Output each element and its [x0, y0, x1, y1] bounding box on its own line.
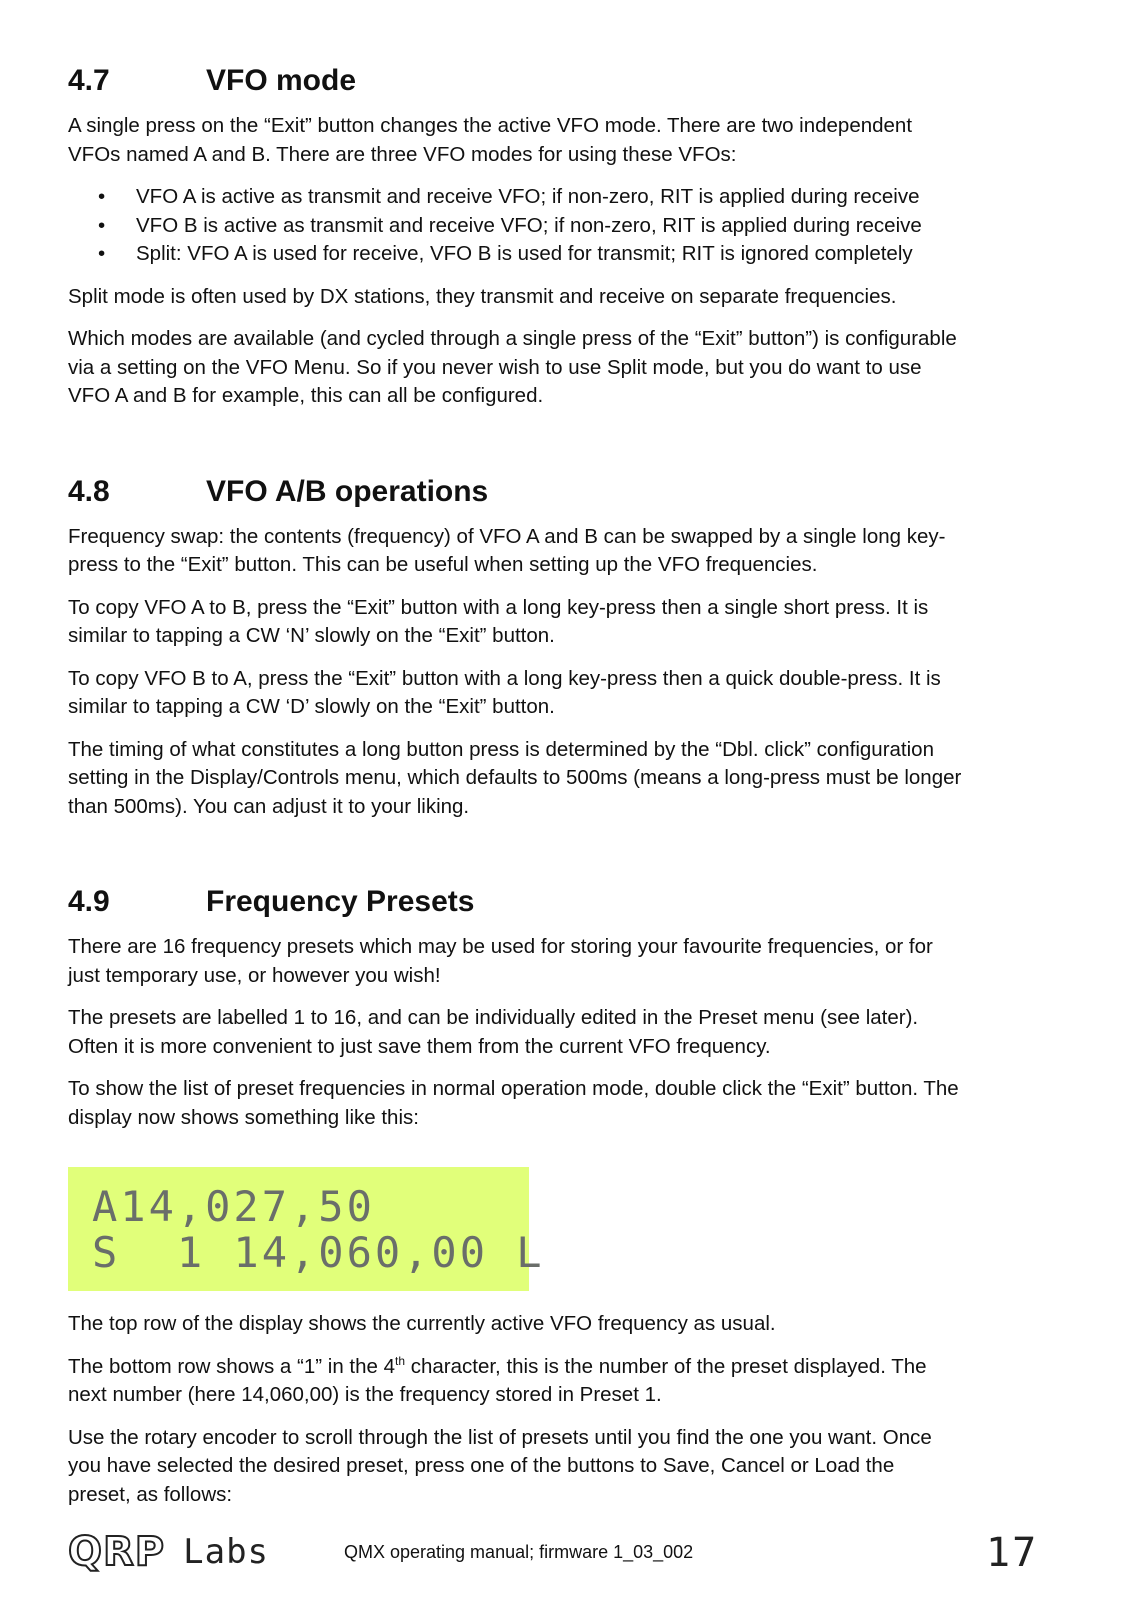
list-item: • Split: VFO A is used for receive, VFO B is used for transmit; RIT is ignored completely — [68, 240, 1068, 269]
text-line: setting in the Display/Controls menu, which defaults to 500ms (means a long-press must be longer — [68, 766, 962, 789]
paragraph — [68, 1075, 1068, 1132]
page-footer — [0, 1528, 1131, 1588]
text-line: you have selected the desired preset, press one of the buttons to Save, Cancel or Load the — [68, 1454, 895, 1477]
section-heading-4-7 — [68, 62, 1068, 100]
paragraph — [68, 1353, 1068, 1410]
content-after-lcd — [68, 1310, 1068, 1509]
paragraph: Split mode is often used by DX stations, they transmit and receive on separate frequencies. — [68, 284, 897, 308]
lcd-row-1: A14,027,50 — [92, 1182, 375, 1231]
text-line: There are 16 frequency presets which may be used for storing your favourite frequencies, or for — [68, 935, 933, 958]
text-line: Often it is more convenient to just save them from the current VFO frequency. — [68, 1034, 771, 1058]
lcd-display — [68, 1167, 545, 1291]
text-line: VFO A and B for example, this can all be configured. — [68, 384, 544, 407]
section-number: 4.7 — [68, 64, 110, 97]
text-line: display now shows something like this: — [68, 1105, 419, 1129]
text-line: similar to tapping a CW ‘N’ slowly on the “Exit” button. — [68, 624, 555, 647]
text-line: Use the rotary encoder to scroll through the list of presets until you find the one you want. Once — [68, 1425, 932, 1449]
paragraph — [68, 523, 1068, 580]
text-line: press to the “Exit” button. This can be useful when setting up the VFO frequencies. — [68, 553, 818, 576]
text-line: The presets are labelled 1 to 16, and can be individually edited in the Preset menu (see later). — [68, 1006, 919, 1029]
text-line: Frequency swap: the contents (frequency) of VFO A and B can be swapped by a single long key- — [68, 524, 946, 548]
section-title: VFO mode — [206, 64, 357, 97]
paragraph — [68, 933, 1068, 990]
footer-document-title: QMX operating manual; firmware 1_03_002 — [344, 1542, 694, 1562]
paragraph — [68, 594, 1068, 651]
section-title: Frequency Presets — [206, 885, 475, 918]
superscript: th — [395, 1353, 406, 1368]
text-line: just temporary use, or however you wish! — [68, 963, 441, 987]
text-line: next number (here 14,060,00) is the frequency stored in Preset 1. — [68, 1383, 662, 1406]
paragraph — [68, 736, 1068, 822]
paragraph: The top row of the display shows the currently active VFO frequency as usual. — [68, 1312, 776, 1335]
paragraph — [68, 112, 1068, 169]
bullet-list — [68, 183, 1068, 269]
text-line: similar to tapping a CW ‘D’ slowly on the “Exit” button. — [68, 695, 555, 718]
logo-qrp-text: QRP — [68, 1529, 166, 1575]
text-line: via a setting on the VFO Menu. So if you never wish to use Split mode, but you do want to use — [68, 355, 922, 379]
paragraph — [68, 1004, 1068, 1061]
text-line: To copy VFO A to B, press the “Exit” button with a long key-press then a single short press. It is — [68, 595, 929, 619]
section-heading-4-8 — [68, 473, 1068, 511]
section-heading-4-9 — [68, 883, 1068, 921]
page-number: 17 — [986, 1530, 1039, 1576]
section-number: 4.8 — [68, 474, 110, 508]
text-fragment: The bottom row shows a “1” in the 4 — [68, 1354, 396, 1378]
paragraph — [68, 665, 1068, 722]
paragraph — [68, 1424, 1068, 1510]
section-title: VFO A/B operations — [206, 474, 489, 508]
list-item: • VFO A is active as transmit and receive VFO; if non-zero, RIT is applied during receive — [68, 183, 1068, 212]
logo-labs-text: Labs — [183, 1532, 270, 1572]
paragraph — [68, 325, 1068, 411]
text-line: To show the list of preset frequencies in normal operation mode, double click the “Exit” button. The — [68, 1077, 959, 1100]
lcd-row-2: S 1 14,060,00 L — [92, 1228, 545, 1277]
text-line: VFOs named A and B. There are three VFO modes for using these VFOs: — [68, 142, 737, 166]
section-number: 4.9 — [68, 885, 110, 918]
text-line: Which modes are available (and cycled through a single press of the “Exit” button”) is configurable — [68, 327, 957, 350]
text-line: than 500ms). You can adjust it to your liking. — [68, 794, 470, 818]
page-content — [68, 62, 1068, 1132]
list-item: • VFO B is active as transmit and receive VFO; if non-zero, RIT is applied during receive — [68, 212, 1068, 241]
text-line: A single press on the “Exit” button changes the active VFO mode. There are two independent — [68, 114, 913, 137]
qrp-labs-logo — [68, 1528, 269, 1576]
text-line: The timing of what constitutes a long button press is determined by the “Dbl. click” configuration — [68, 737, 934, 761]
text-fragment: character, this is the number of the preset displayed. The — [405, 1354, 927, 1378]
text-line: To copy VFO B to A, press the “Exit” button with a long key-press then a quick double-press. It is — [68, 666, 941, 690]
text-line: preset, as follows: — [68, 1482, 233, 1506]
